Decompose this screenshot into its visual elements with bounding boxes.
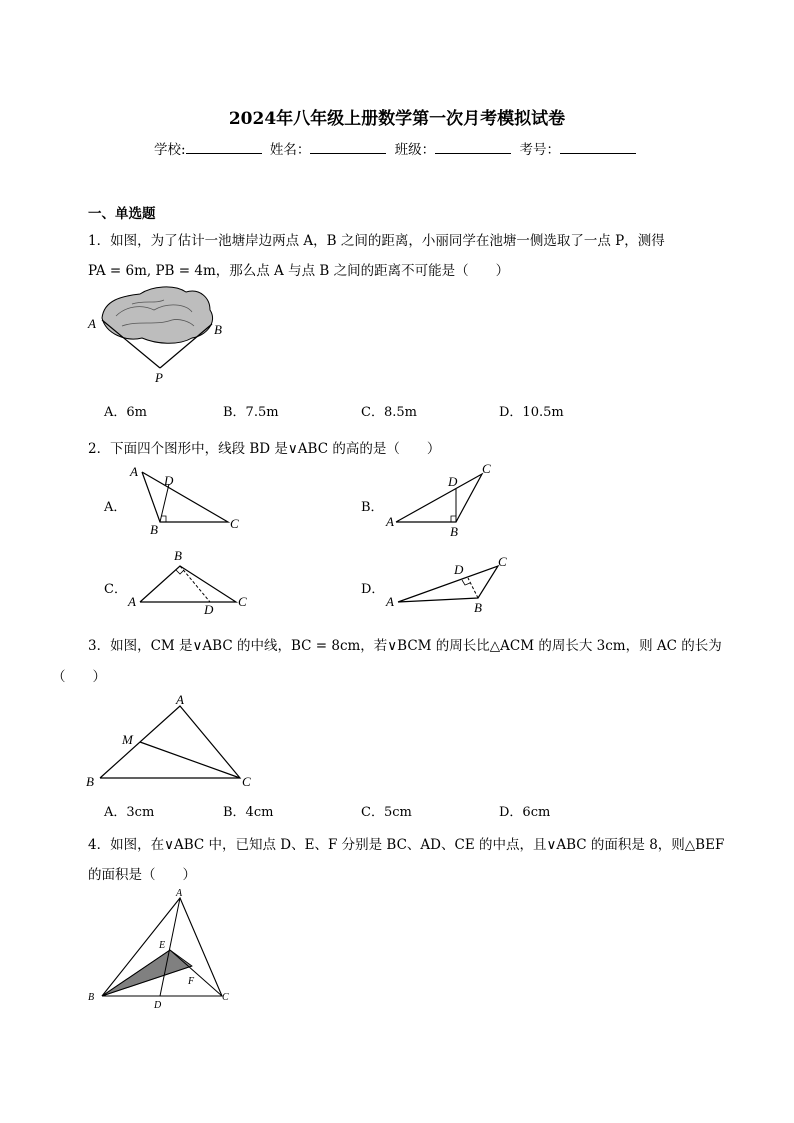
- q3-text-line2: （ ）: [52, 669, 106, 685]
- triangle-abc: [140, 566, 236, 602]
- label-b: B: [174, 548, 182, 563]
- triangle-abc: [398, 566, 498, 602]
- page-title: 2024年八年级上册数学第一次月考模拟试卷: [228, 109, 566, 129]
- label-a: A: [386, 514, 394, 529]
- label-p: P: [155, 370, 163, 385]
- q2-text: 2．下面四个图形中，线段 BD 是∨ABC 的高的是（ ）: [88, 441, 441, 457]
- label-a: A: [128, 594, 136, 609]
- q4-text-line2: 的面积是（ ）: [88, 867, 196, 883]
- q1-text-line2: PA = 6m, PB = 4m，那么点 A 与点 B 之间的距离不可能是（ ）: [88, 263, 510, 279]
- pond-shape: [102, 287, 213, 343]
- label-b: B: [150, 522, 158, 534]
- q3-option-a: A．3cm: [104, 805, 155, 820]
- q3-option-d: D．6cm: [499, 805, 551, 820]
- section-heading: 一、单选题: [88, 206, 156, 222]
- label-a: A: [176, 888, 183, 899]
- right-angle-mark: [451, 516, 456, 522]
- exam-no-label: 考号：: [519, 142, 560, 158]
- q1-text-line1: 1．如图，为了估计一池塘岸边两点 A，B 之间的距离，小丽同学在池塘一侧选取了一点 P，测得: [88, 233, 665, 249]
- label-b: B: [474, 600, 482, 615]
- label-d: D: [448, 474, 458, 489]
- label-m: M: [122, 732, 133, 747]
- q1-pond-figure: [82, 282, 232, 386]
- label-a: A: [176, 692, 184, 707]
- label-f: F: [188, 976, 195, 987]
- label-d: D: [164, 473, 174, 488]
- exam-no-blank: [560, 141, 636, 154]
- segment-ce: [170, 950, 222, 996]
- label-c: C: [242, 774, 251, 789]
- q1-option-b: B．7.5m: [223, 405, 279, 420]
- label-b: B: [450, 524, 458, 536]
- right-angle-mark: [176, 570, 184, 574]
- q3-triangle-figure: [80, 690, 266, 794]
- label-c: C: [230, 516, 239, 531]
- label-d: D: [204, 602, 214, 617]
- q2-choice-b: B．: [361, 500, 384, 515]
- name-label: 姓名：: [269, 142, 311, 158]
- school-blank: [186, 141, 262, 154]
- label-b: B: [214, 322, 222, 337]
- q1-option-a: A．6m: [104, 405, 147, 420]
- q4-triangle-figure: [84, 886, 244, 1012]
- right-angle-mark: [161, 516, 166, 522]
- label-a: A: [386, 594, 394, 609]
- q3-option-b: B．4cm: [223, 805, 274, 820]
- label-b: B: [86, 774, 94, 789]
- q3-option-c: C．5cm: [361, 805, 412, 820]
- q2-choice-d: D．: [361, 582, 385, 597]
- triangle-abc: [142, 472, 228, 522]
- q2-choice-a: A．: [104, 500, 127, 515]
- label-c: C: [238, 594, 247, 609]
- class-blank: [435, 141, 511, 154]
- right-angle-mark: [462, 580, 470, 585]
- q2-figure-c: [124, 548, 256, 618]
- school-label: 学校:: [154, 142, 186, 158]
- q2-choice-c: C．: [104, 582, 127, 597]
- label-a: A: [88, 316, 96, 331]
- triangle-abc: [100, 706, 240, 778]
- q2-figure-d: [382, 552, 516, 618]
- label-d: D: [154, 1000, 162, 1011]
- triangle-abc: [396, 474, 482, 522]
- label-d: D: [454, 562, 464, 577]
- class-label: 班级：: [394, 142, 436, 158]
- q1-option-d: D．10.5m: [499, 405, 564, 420]
- label-c: C: [498, 554, 507, 569]
- label-a: A: [130, 464, 138, 479]
- label-b: B: [88, 992, 95, 1003]
- segment-bd-dashed: [468, 578, 478, 598]
- label-e: E: [159, 940, 166, 951]
- student-info-line: [0, 138, 794, 158]
- q3-text-line1: 3．如图，CM 是∨ABC 的中线，BC = 8cm，若∨BCM 的周长比△ACM 的周长大 3cm，则 AC 的长为: [88, 638, 722, 654]
- q1-option-c: C．8.5m: [361, 405, 417, 420]
- label-c: C: [482, 461, 491, 476]
- label-c: C: [222, 992, 229, 1003]
- q2-figure-b: [382, 460, 512, 536]
- q2-figure-a: [124, 460, 254, 534]
- name-blank: [310, 141, 386, 154]
- segment-bd-dashed: [180, 566, 210, 602]
- q4-text-line1: 4．如图，在∨ABC 中，已知点 D、E、F 分别是 BC、AD、CE 的中点，且∨ABC 的面积是 8，则△BEF: [88, 837, 725, 853]
